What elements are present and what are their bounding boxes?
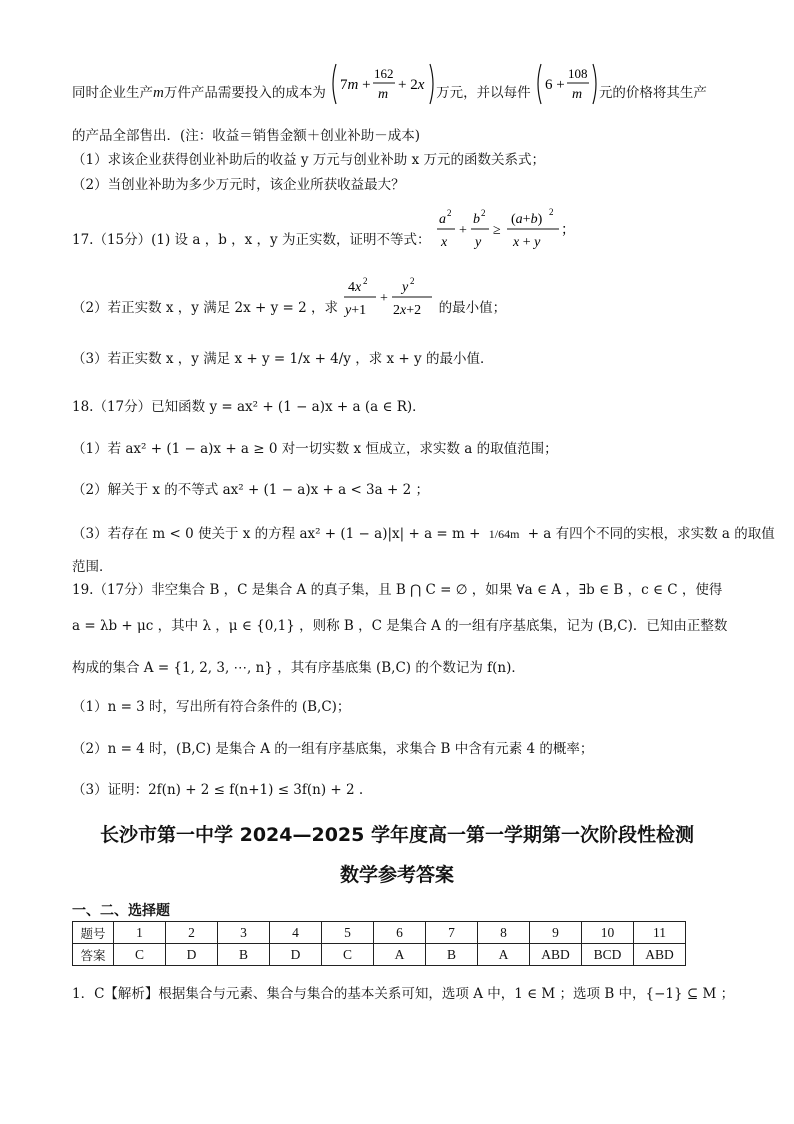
- svg-text:y: y: [402, 280, 409, 295]
- cell-number: 5: [322, 922, 374, 944]
- p16-line2: 的产品全部售出．(注：收益＝销售金额＋创业补助－成本): [72, 128, 421, 144]
- p19-line2: a = λb + μc ，其中 λ ，μ ∈ {0,1} ，则称 B ，C 是集合 A 的一组有序基底集，记为 (B,C)．已知由正整数: [72, 618, 728, 634]
- q2-formula-svg: [342, 274, 434, 322]
- cell-answer: D: [166, 944, 218, 966]
- svg-text:6 +: 6 +: [544, 77, 565, 93]
- p19-q1: （1）n = 3 时，写出所有符合条件的 (B,C)；: [72, 699, 351, 715]
- var-m: m: [153, 85, 164, 101]
- cell-answer: D: [270, 944, 322, 966]
- table-row-numbers: [73, 922, 686, 944]
- p18-q3: [72, 525, 775, 543]
- p19-q3: （3）证明：2f(n) + 2 ≤ f(n+1) ≤ 3f(n) + 2 .: [72, 782, 364, 798]
- p19-line3: 构成的集合 A = {1, 2, 3, ⋯, n} ，其有序基底集 (B,C) 的个数记为 f(n)．: [72, 660, 525, 676]
- p16-q2: （2）当创业补助为多少万元时，该企业所获收益最大？: [72, 177, 405, 193]
- svg-text:+: +: [380, 291, 389, 306]
- p18-q1: （1）若 ax² + (1 − a)x + a ≥ 0 对一切实数 x 恒成立，求实数 a 的取值范围；: [72, 441, 558, 457]
- answer-sub-title: 数学参考答案: [339, 864, 454, 886]
- text: 万元，并以每件: [436, 85, 531, 101]
- svg-text:+ 2x: + 2x: [398, 77, 425, 93]
- svg-text:2x+2: 2x+2: [393, 303, 422, 318]
- section-heading: 一、二、选择题: [72, 903, 170, 919]
- p19-q2: （2）n = 4 时，(B,C) 是集合 A 的一组有序基底集，求集合 B 中含有元素 4 的概率；: [72, 741, 594, 757]
- text: 同时企业生产: [72, 85, 153, 101]
- svg-text:a: a: [438, 212, 446, 227]
- inequality-formula-svg: [435, 206, 575, 254]
- p17-q2-expression: [342, 274, 434, 327]
- svg-text:(a+b): (a+b): [510, 212, 542, 227]
- explanation-1: 1．C【解析】根据集合与元素、集合与集合的基本关系可知，选项 A 中，1 ∈ M ；选项 B 中，{−1} ⊆ M ；: [72, 986, 735, 1002]
- cell-number: 4: [270, 922, 322, 944]
- cell-answer: BCD: [582, 944, 634, 966]
- p18-head: 18.（17分）已知函数 y = ax² + (1 − a)x + a (a ∈ R)．: [72, 399, 426, 415]
- svg-text:b: b: [472, 212, 480, 227]
- cell-answer: ABD: [634, 944, 686, 966]
- text: （3）若存在 m < 0 使关于 x 的方程 ax² + (1 − a)|x| + a = m +: [72, 526, 481, 542]
- cell-number: 3: [218, 922, 270, 944]
- p19-line1: 19.（17分）非空集合 B ，C 是集合 A 的真子集，且 B ⋂ C = ∅ ，如果 ∀a ∈ A ，∃b ∈ B ，c ∈ C ，使得: [72, 582, 723, 598]
- p18-q3-cont: 范围．: [72, 559, 113, 575]
- svg-text:2: 2: [548, 207, 554, 217]
- cell-answer: C: [114, 944, 166, 966]
- p17-q3: （3）若正实数 x ，y 满足 x + y = 1/x + 4/y ，求 x + y 的最小值．: [72, 351, 494, 367]
- fraction-1-64m: [487, 526, 522, 543]
- cell-answer: A: [478, 944, 530, 966]
- svg-text:+: +: [458, 223, 467, 238]
- text: 的最小值；: [438, 300, 507, 316]
- svg-text:m: m: [571, 87, 583, 102]
- answer-main-title: 长沙市第一中学 2024—2025 学年度高一第一学期第一次阶段性检测: [100, 824, 694, 846]
- cell-answer: B: [426, 944, 478, 966]
- svg-text:；: ；: [560, 223, 575, 238]
- frac-text: 1/64m: [488, 527, 520, 541]
- table-row-answers: [73, 944, 686, 966]
- p16-q1: （1）求该企业获得创业补助后的收益 y 万元与创业补助 x 万元的函数关系式；: [72, 152, 545, 168]
- svg-text:x: x: [440, 235, 447, 250]
- svg-text:7m +: 7m +: [340, 77, 371, 93]
- cell-number: 7: [426, 922, 478, 944]
- price-formula-svg: [535, 62, 599, 106]
- cell-number: 1: [114, 922, 166, 944]
- price-expression: [535, 62, 599, 111]
- cost-expression: [330, 62, 436, 111]
- text: + a 有四个不同的实根，求实数 a 的取值: [527, 526, 775, 542]
- p18-q2: （2）解关于 x 的不等式 ax² + (1 − a)x + a < 3a + 2 ；: [72, 482, 429, 498]
- row-label-number: 题号: [73, 922, 114, 944]
- cell-number: 8: [478, 922, 530, 944]
- answer-table: [72, 921, 686, 966]
- text: （2）若正实数 x ，y 满足 2x + y = 2 ，求: [72, 300, 338, 316]
- svg-text:x + y: x + y: [512, 235, 541, 250]
- p17-q1: [72, 207, 575, 259]
- svg-text:2: 2: [480, 208, 486, 218]
- cell-answer: ABD: [530, 944, 582, 966]
- text: 元的价格将其生产: [598, 85, 707, 101]
- svg-text:2: 2: [446, 208, 452, 218]
- cell-answer: A: [374, 944, 426, 966]
- p17-inequality: [435, 206, 575, 259]
- svg-text:108: 108: [567, 66, 588, 81]
- cost-formula-svg: [330, 62, 436, 106]
- svg-text:2: 2: [363, 276, 368, 286]
- cell-number: 10: [582, 922, 634, 944]
- p16-line1: [72, 66, 707, 111]
- svg-text:y+1: y+1: [345, 303, 367, 318]
- row-label-answer: 答案: [73, 944, 114, 966]
- svg-text:y: y: [474, 235, 481, 250]
- svg-text:≥: ≥: [492, 223, 501, 238]
- cell-number: 11: [634, 922, 686, 944]
- cell-number: 2: [166, 922, 218, 944]
- svg-text:2: 2: [410, 276, 415, 286]
- cell-answer: C: [322, 944, 374, 966]
- p17-q2: [72, 276, 507, 327]
- svg-text:162: 162: [374, 66, 394, 81]
- svg-text:4x: 4x: [348, 280, 362, 295]
- text: 万件产品需要投入的成本为: [163, 85, 326, 101]
- text: 17.（15分）(1) 设 a ，b ，x ，y 为正实数，证明不等式：: [72, 232, 431, 248]
- cell-number: 9: [530, 922, 582, 944]
- cell-answer: B: [218, 944, 270, 966]
- cell-number: 6: [374, 922, 426, 944]
- svg-text:m: m: [378, 87, 389, 102]
